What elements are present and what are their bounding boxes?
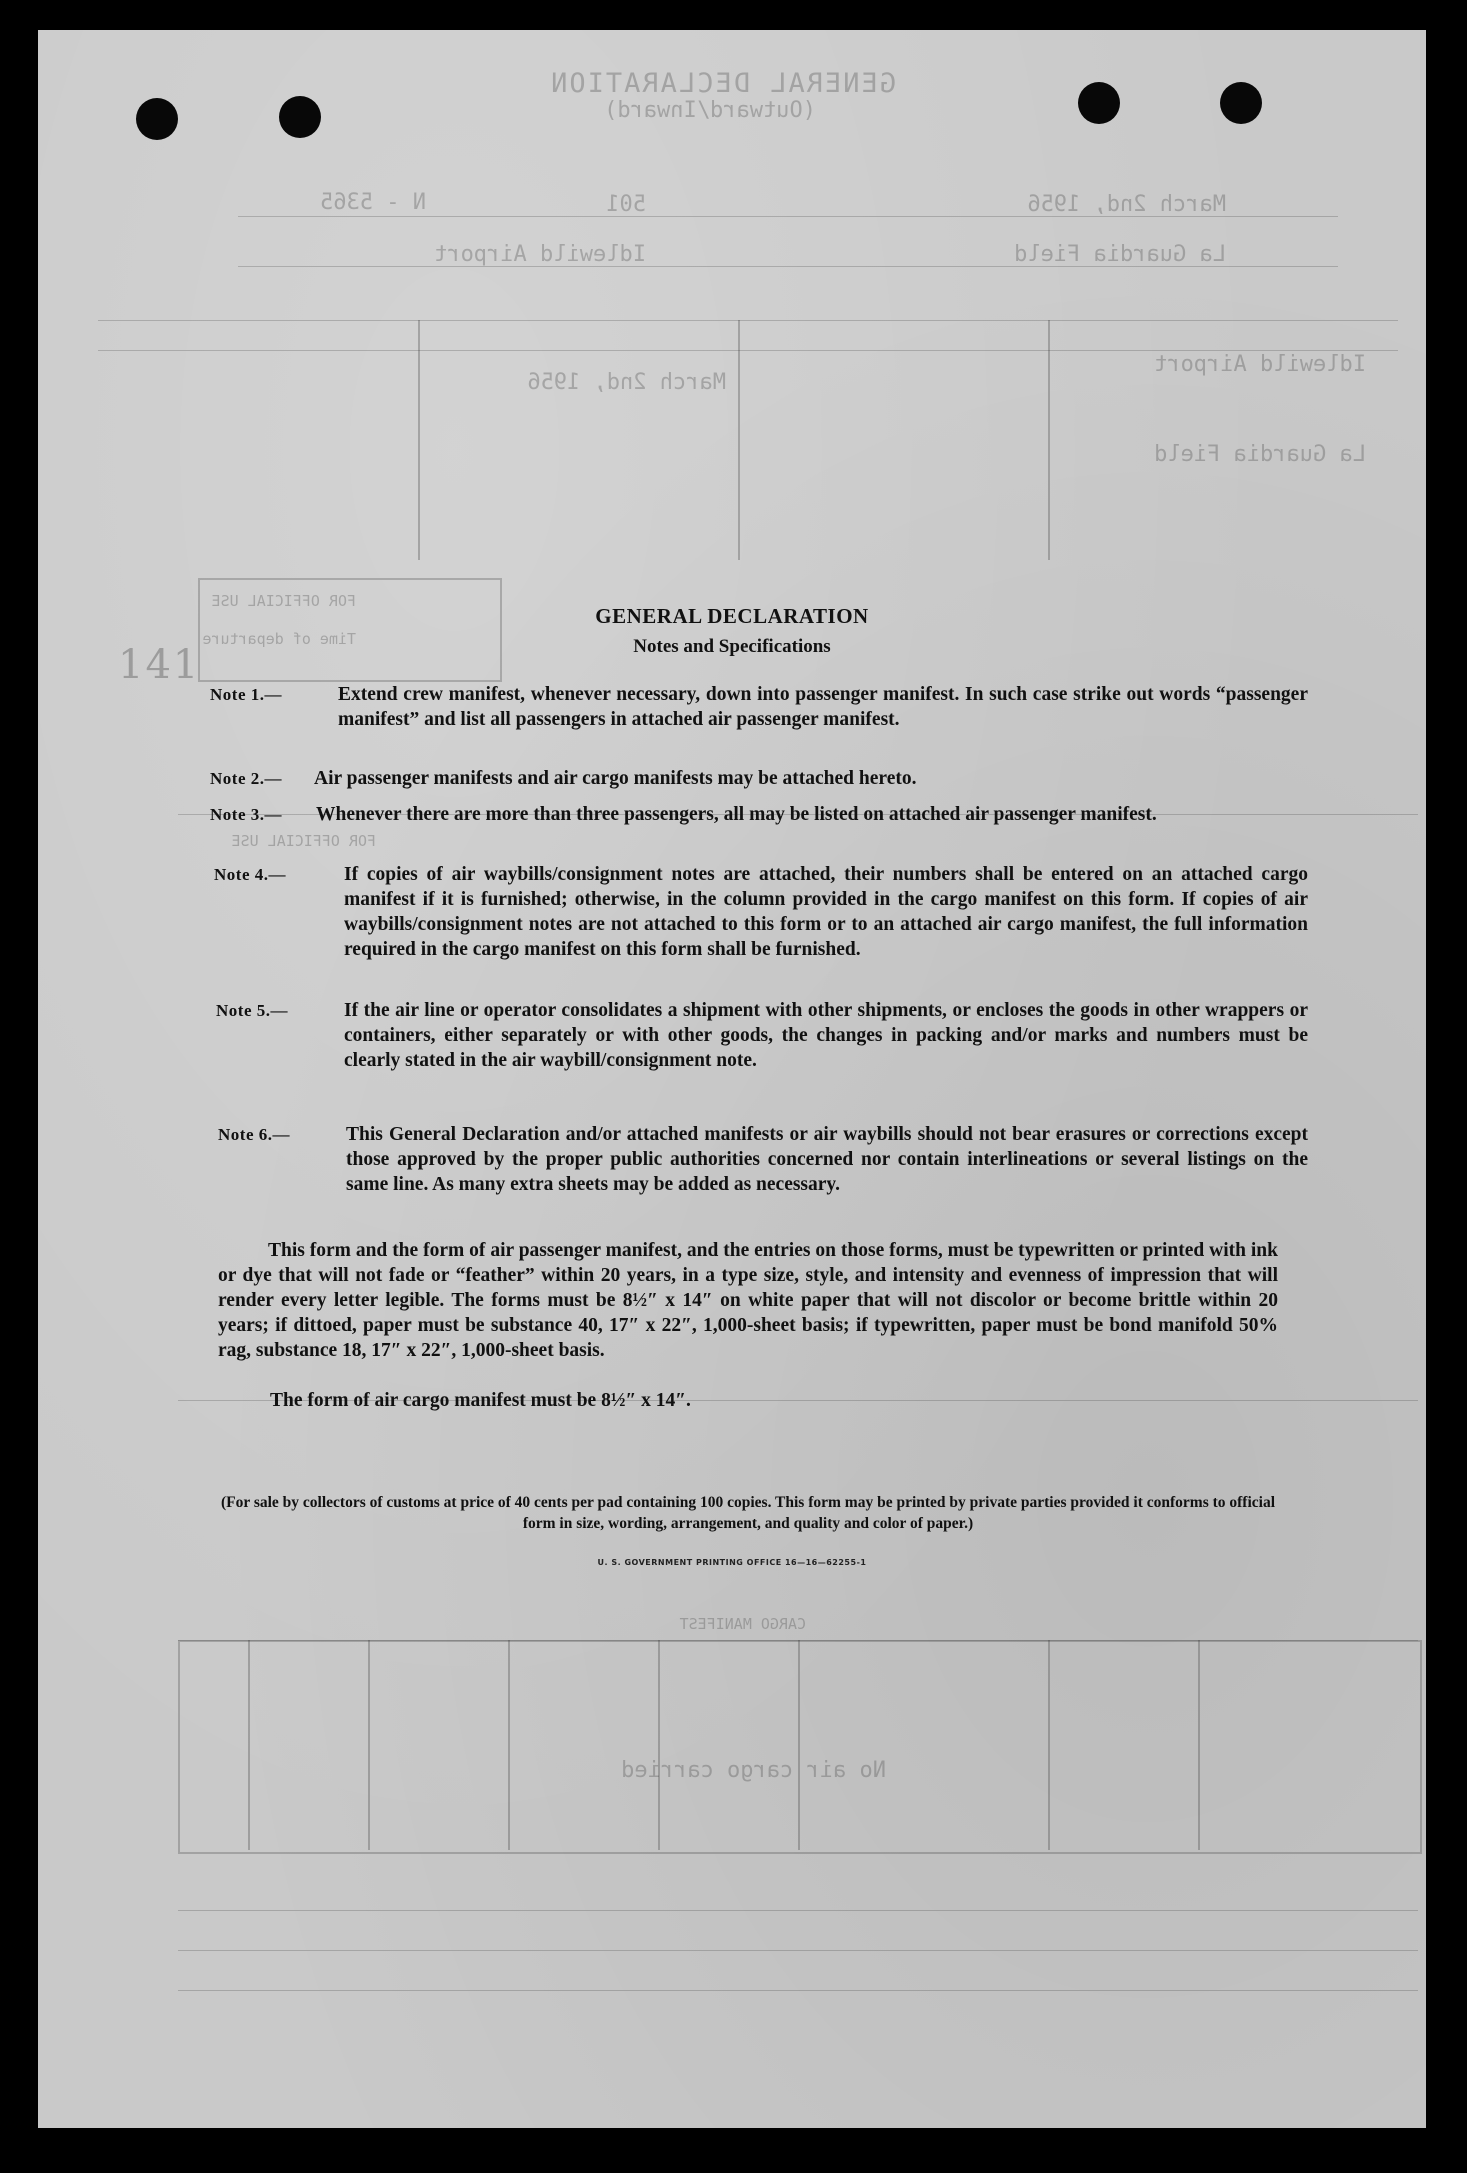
note-6-label: Note 6.— — [218, 1125, 290, 1144]
bleed-cargo-table — [178, 1640, 1422, 1854]
bleed-cargo-manifest: CARGO MANIFEST — [679, 1615, 806, 1633]
bleed-cargo-col-2 — [368, 1640, 370, 1850]
note-6 — [218, 1122, 1308, 1197]
paper-specification-paragraph: This form and the form of air passenger manifest, and the entries on those forms, must be typewritten or printed with ink or dye that will not fade or “feather” within 20 years, in a type size, style, and intensity and evenness of impression that will render every letter legible. The forms must be 8½″ x 14″ on white paper that will not discolor or become brittle within 20 years; if dittoed, paper must be substance 40, 17″ x 22″, 1,000-sheet basis; if typewritten, paper must be bond manifold 50% rag, substance 18, 17″ x 22″, 1,000-sheet basis. — [218, 1240, 1278, 1361]
note-5-text: If the air line or operator consolidates a shipment with other shipments, or encloses the goods in other wrappers or containers, either separately or with other goods, the changes in packing and/or marks and numbers must be clearly stated in the air waybill/consignment note. — [344, 1000, 1308, 1071]
bleed-official-use: FOR OFFICIAL USE — [211, 592, 356, 610]
note-4-label: Note 4.— — [214, 865, 286, 884]
bleed-handwritten-number: 141 — [118, 642, 201, 688]
bleed-rule-3 — [98, 320, 1398, 321]
bleed-flight: 501 — [606, 192, 646, 217]
bleed-column-1 — [1048, 320, 1050, 560]
bleed-cargo-col-6 — [1048, 1640, 1050, 1850]
printer-imprint: U. S. GOVERNMENT PRINTING OFFICE 16—16—62255-1 — [597, 1558, 867, 1567]
notes-subtitle: Notes and Specifications — [633, 636, 831, 657]
note-6-text: This General Declaration and/or attached manifests or air waybills should not bear erasures or corrections except those approved by the proper public authorities concerned nor contain interlineations or several listings on the same line. As many extra sheets may be added as necessary. — [346, 1124, 1308, 1195]
note-4-text: If copies of air waybills/consignment notes are attached, their numbers shall be entered on an attached cargo manifest if it is furnished; otherwise, in the column provided in the cargo manifest on this form. If copies of air waybills/consignment notes are not attached to this form or to an attached air cargo manifest, the full information required in the cargo manifest on this form shall be furnished. — [344, 864, 1308, 960]
bleed-rule-2 — [238, 266, 1338, 267]
bleed-rule-10 — [178, 1990, 1418, 1991]
bleed-heading: GENERAL DECLARATION — [549, 68, 896, 99]
cargo-manifest-size: The form of air cargo manifest must be 8½″ x 14″. — [270, 1390, 691, 1411]
bleed-aircraft: N - 5365 — [320, 190, 426, 215]
note-3 — [210, 802, 1308, 827]
bleed-to-2: La Guardia Field — [1154, 442, 1366, 467]
bleed-cargo-col-7 — [1198, 1640, 1200, 1850]
bleed-cargo-col-1 — [248, 1640, 250, 1850]
bleed-official-use-2: FOR OFFICIAL USE — [231, 832, 376, 850]
note-1 — [210, 682, 1308, 732]
bleed-cargo-col-4 — [658, 1640, 660, 1850]
note-2-label: Note 2.— — [210, 769, 282, 788]
bleed-cargo-col-5 — [798, 1640, 800, 1850]
note-3-text: Whenever there are more than three passengers, all may be listed on attached air passenger manifest. — [316, 804, 1157, 825]
bleed-cargo-col-3 — [508, 1640, 510, 1850]
note-2 — [210, 766, 1308, 791]
bleed-from-2: Idlewild Airport — [1154, 352, 1366, 377]
note-1-label: Note 1.— — [210, 685, 282, 704]
bleed-date-2: March 2nd, 1956 — [527, 370, 726, 395]
bleed-column-2 — [738, 320, 740, 560]
bleed-cargo-entry: No air cargo carried — [621, 1758, 886, 1783]
bleed-from: Idlewild Airport — [434, 242, 646, 267]
bleed-rule-8 — [178, 1910, 1418, 1911]
note-2-text: Air passenger manifests and air cargo manifests may be attached hereto. — [314, 768, 917, 789]
bleed-to: La Guardia Field — [1014, 242, 1226, 267]
note-5-label: Note 5.— — [216, 1001, 288, 1020]
bleed-subheading: (Outward/Inward) — [604, 98, 816, 123]
bleed-column-3 — [418, 320, 420, 560]
bleed-rule-1 — [238, 216, 1338, 217]
note-1-text: Extend crew manifest, whenever necessary, down into passenger manifest. In such case strike out words “passenger manifest” and list all passengers in attached air passenger manifest. — [338, 684, 1308, 730]
bleed-rule-9 — [178, 1950, 1418, 1951]
document-page — [38, 30, 1426, 2128]
note-5 — [216, 998, 1308, 1073]
bleed-date: March 2nd, 1956 — [1027, 192, 1226, 217]
notes-title: GENERAL DECLARATION — [595, 604, 869, 628]
note-4 — [214, 862, 1308, 962]
note-3-label: Note 3.— — [210, 805, 282, 824]
bleed-rule-4 — [98, 350, 1398, 351]
sale-notice: (For sale by collectors of customs at price of 40 cents per pad containing 100 copies. This form may be printed by private parties provided it conforms to official form in size, wording, arrangement, and quality and color of paper.) — [220, 1494, 1276, 1532]
bleed-official-box — [198, 578, 502, 682]
bleed-time-departure: Time of departure — [202, 630, 356, 648]
